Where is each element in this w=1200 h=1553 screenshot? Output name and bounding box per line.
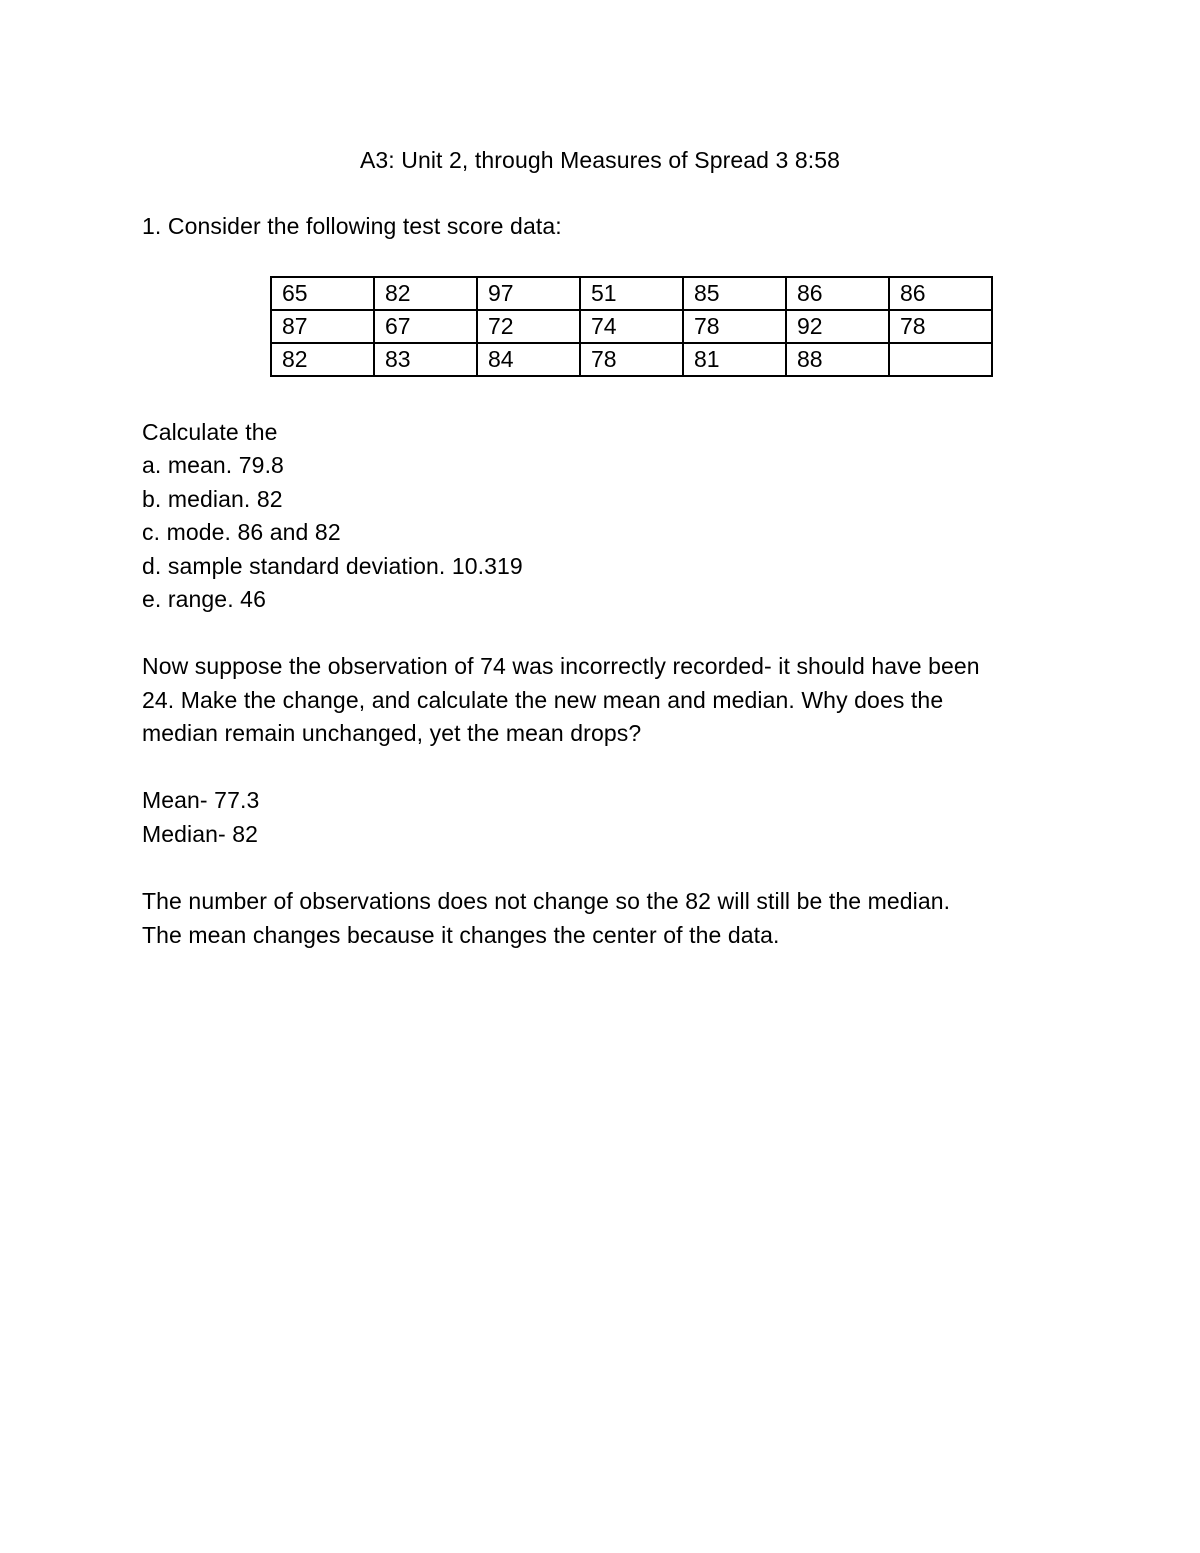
table-cell: 78 [683,310,786,343]
answer-range: e. range. 46 [142,586,266,612]
table-cell: 85 [683,277,786,310]
calculate-intro: Calculate the [142,419,278,445]
new-median: Median- 82 [142,821,259,847]
page-title: A3: Unit 2, through Measures of Spread 3 8:58 [359,147,841,173]
table-cell: 65 [271,277,374,310]
answer-median: b. median. 82 [142,486,283,512]
table-cell: 81 [683,343,786,376]
table-cell: 82 [271,343,374,376]
score-data-table [270,276,993,377]
table-cell: 86 [889,277,992,310]
table-cell: 67 [374,310,477,343]
table-cell: 78 [580,343,683,376]
followup-line-1: Now suppose the observation of 74 was incorrectly recorded- it should have been [142,653,980,679]
table-row [271,310,992,343]
table-cell: 83 [374,343,477,376]
followup-line-2: 24. Make the change, and calculate the new mean and median. Why does the [142,687,944,713]
table-cell: 51 [580,277,683,310]
table-row [271,343,992,376]
followup-line-3: median remain unchanged, yet the mean drops? [142,720,642,746]
table-cell: 78 [889,310,992,343]
answer-mode: c. mode. 86 and 82 [142,519,341,545]
table-cell: 82 [374,277,477,310]
table-cell: 72 [477,310,580,343]
table-cell: 97 [477,277,580,310]
table-cell: 74 [580,310,683,343]
answer-std-dev: d. sample standard deviation. 10.319 [142,553,523,579]
new-mean: Mean- 77.3 [142,787,260,813]
explanation-line-2: The mean changes because it changes the center of the data. [142,922,780,948]
answer-mean: a. mean. 79.8 [142,452,284,478]
table-cell: 86 [786,277,889,310]
table-cell: 88 [786,343,889,376]
table-cell: 92 [786,310,889,343]
question-prompt: 1. Consider the following test score data: [142,213,562,239]
table-row [271,277,992,310]
table-cell-empty [889,343,992,376]
table-cell: 87 [271,310,374,343]
explanation-line-1: The number of observations does not change so the 82 will still be the median. [142,888,951,914]
table-cell: 84 [477,343,580,376]
